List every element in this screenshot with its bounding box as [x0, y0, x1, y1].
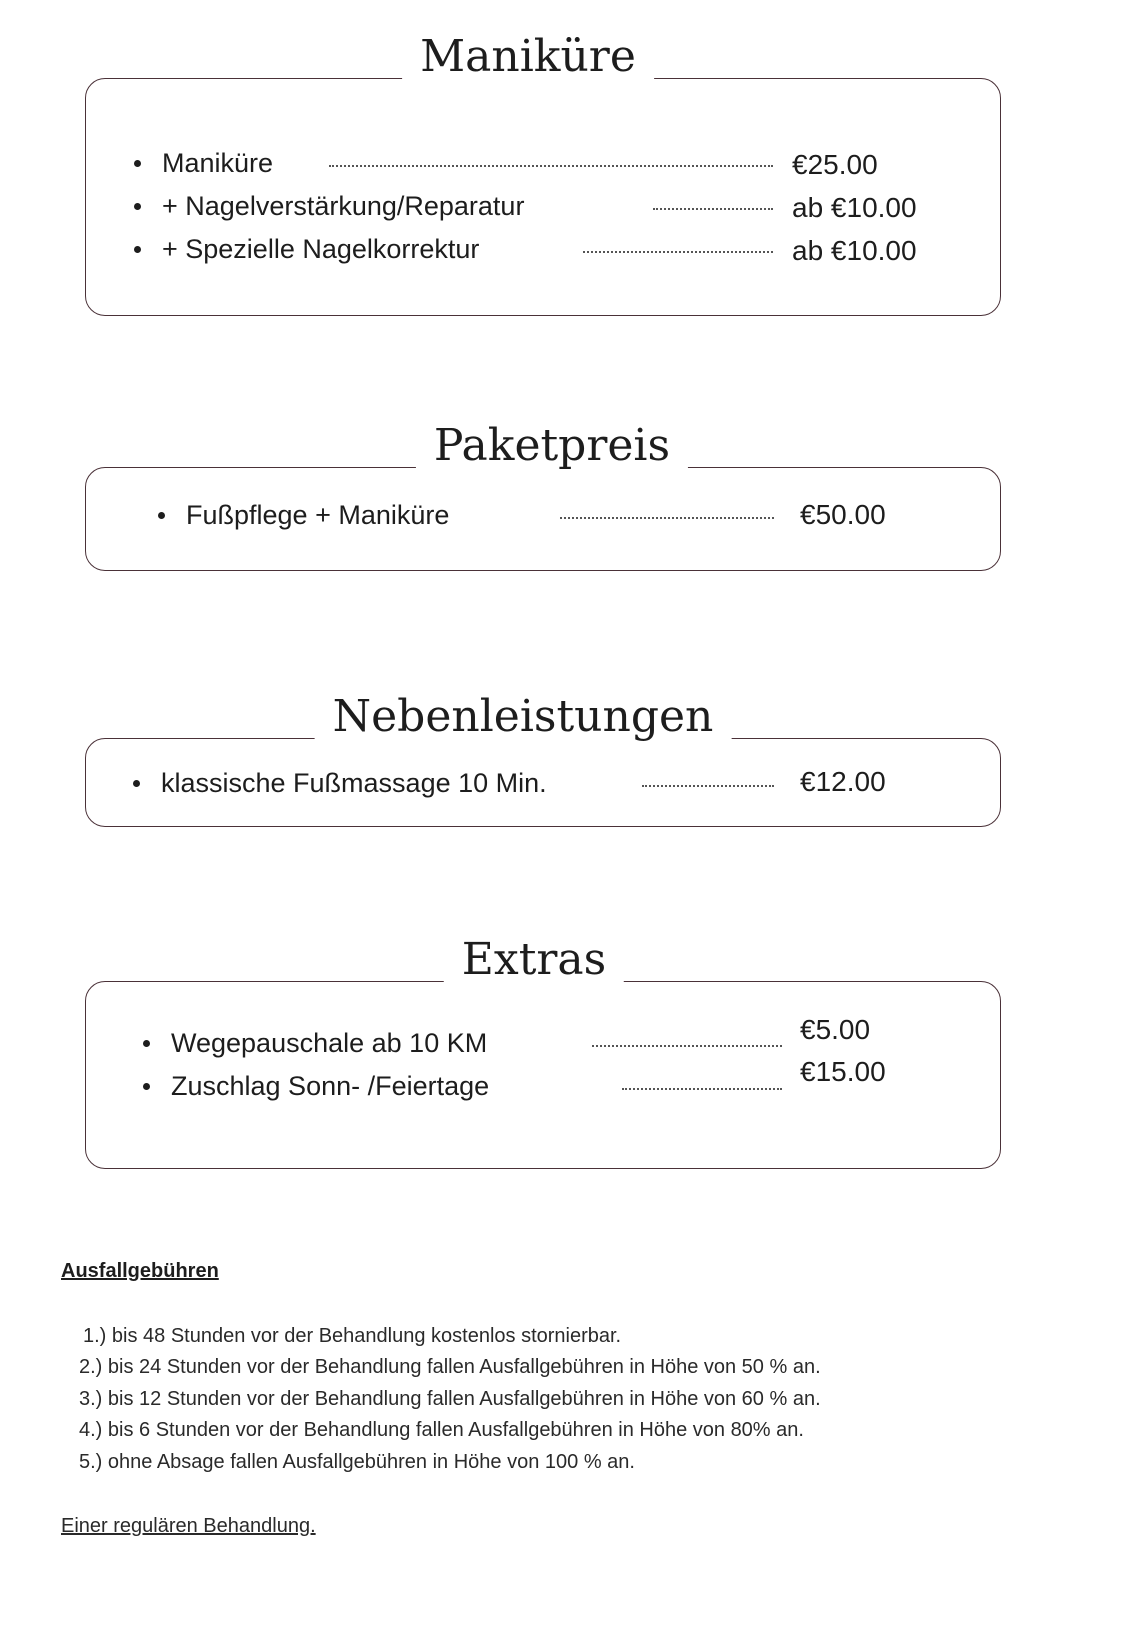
item-price: ab €10.00: [792, 235, 917, 266]
item-label: Wegepauschale ab 10 KM: [171, 1028, 488, 1058]
item-price: €50.00: [800, 499, 886, 530]
item-label: klassische Fußmassage 10 Min.: [161, 768, 547, 798]
nebenleistungen-section: [85, 691, 1001, 827]
bullet-icon: [133, 780, 140, 787]
item-label: Fußpflege + Maniküre: [186, 500, 450, 530]
bullet-icon: [134, 203, 141, 210]
extras-section: [85, 934, 1001, 1169]
item-label: + Nagelverstärkung/Reparatur: [162, 191, 525, 221]
cancellation-title: Ausfallgebühren: [61, 1260, 219, 1282]
item-price: ab €10.00: [792, 192, 917, 223]
item-label: Maniküre: [162, 148, 274, 178]
list-item: [86, 232, 1000, 266]
item-label: Zuschlag Sonn- /Feiertage: [171, 1071, 490, 1101]
dot-leader: [583, 251, 773, 253]
list-item: [86, 1056, 1000, 1103]
list-item: [86, 146, 1000, 180]
dot-leader: [642, 785, 774, 787]
dot-leader: [653, 208, 773, 210]
bullet-icon: [134, 160, 141, 167]
dot-leader: [592, 1045, 782, 1047]
item-price: €5.00: [800, 1014, 871, 1045]
item-price: €15.00: [800, 1056, 886, 1087]
item-price: €25.00: [792, 149, 878, 180]
footer-note: Einer regulären Behandlung.: [61, 1515, 316, 1537]
cancellation-rule: 2.) bis 24 Stunden vor der Behandlung fallen Ausfallgebühren in Höhe von 50 % an.: [79, 1356, 821, 1378]
item-price: €12.00: [800, 766, 886, 797]
list-item: [86, 498, 1000, 532]
cancellation-rule: 1.) bis 48 Stunden vor der Behandlung kostenlos stornierbar.: [83, 1325, 622, 1347]
dot-leader: [560, 517, 774, 519]
cancellation-rule: 5.) ohne Absage fallen Ausfallgebühren in Höhe von 100 % an.: [79, 1451, 635, 1473]
cancellation-rule: 4.) bis 6 Stunden vor der Behandlung fallen Ausfallgebühren in Höhe von 80% an.: [79, 1419, 804, 1441]
dot-leader: [329, 165, 773, 167]
list-item: [86, 189, 1000, 223]
bullet-icon: [134, 246, 141, 253]
extras-title: Extras: [444, 934, 624, 986]
dot-leader: [622, 1088, 782, 1090]
bullet-icon: [158, 512, 165, 519]
bullet-icon: [143, 1083, 150, 1090]
paketpreis-title: Paketpreis: [416, 420, 688, 472]
manikuere-title: Maniküre: [402, 31, 654, 83]
nebenleistungen-title: Nebenleistungen: [315, 691, 732, 743]
list-item: [86, 766, 1000, 800]
item-label: + Spezielle Nagelkorrektur: [162, 234, 480, 264]
manikuere-section: [85, 31, 1001, 316]
paketpreis-section: [85, 420, 1001, 571]
cancellation-rule: 3.) bis 12 Stunden vor der Behandlung fallen Ausfallgebühren in Höhe von 60 % an.: [79, 1388, 821, 1410]
bullet-icon: [143, 1040, 150, 1047]
